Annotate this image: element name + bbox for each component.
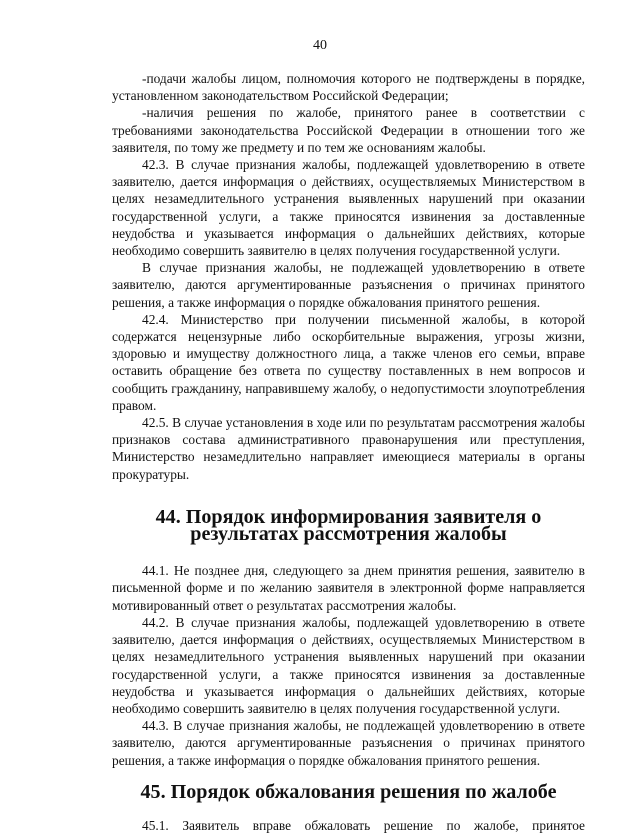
paragraph-44-1: 44.1. Не позднее дня, следующего за днем принятия решения, заявителю в письменной форме и по желанию заявителя в электронной форме направляется мотивированный ответ о результатах рассмотрения жалобы. bbox=[112, 563, 585, 613]
paragraph-42-3: 42.3. В случае признания жалобы, подлежащей удовлетворению в ответе заявителю, дается информация о действиях, осуществляемых Министерством в целях незамедлительного устранения выявленных нарушений при оказании государственной услуги, а также приносятся извинения за доставленные неудобства и указывается информация о дальнейших действиях, которые необходимо совершить заявителю в целях получения государственной услуги. bbox=[112, 157, 585, 259]
page-number: 40 bbox=[313, 38, 327, 53]
paragraph-prior-decision: -наличия решения по жалобе, принятого ранее в соответствии с требованиями законодательства Российской Федерации в отношении того же заявителя, по тому же предмету и по тем же основаниям жалобы. bbox=[112, 105, 585, 155]
paragraph-44-2: 44.2. В случае признания жалобы, подлежащей удовлетворению в ответе заявителю, дается информация о действиях, осуществляемых Министерством в целях незамедлительного устранения выявленных нарушений при оказании государственной услуги, а также приносятся извинения за доставленные неудобства и указывается информация о дальнейших действиях, которые необходимо совершить заявителю в целях получения государственной услуги. bbox=[112, 614, 585, 716]
paragraph-44-3: 44.3. В случае признания жалобы, не подлежащей удовлетворению в ответе заявителю, даются аргументированные разъяснения о причинах принятого решения, а также информация о порядке обжалования принятого решения. bbox=[112, 718, 585, 768]
document-body bbox=[112, 70, 585, 834]
section-heading-45: 45. Порядок обжалования решения по жалобе bbox=[140, 780, 557, 803]
paragraph-45-1: 45.1. Заявитель вправе обжаловать решение по жалобе, принятое bbox=[142, 817, 585, 833]
paragraph-42-3-rejection: В случае признания жалобы, не подлежащей удовлетворению в ответе заявителю, даются аргументированные разъяснения о причинах принятого решения, а также информация о порядке обжалования принятого решения. bbox=[112, 260, 585, 310]
paragraph-42-4: 42.4. Министерство при получении письменной жалобы, в которой содержатся нецензурные либо оскорбительные выражения, угрозы жизни, здоровью и имуществу должностного лица, а также членов его семьи, вправе оставить обращение без ответа по существу поставленных в нем вопросов и сообщить гражданину, направившему жалобу, о недопустимости злоупотребления правом. bbox=[112, 311, 585, 413]
paragraph-42-5: 42.5. В случае установления в ходе или по результатам рассмотрения жалобы признаков состава административного правонарушения или преступления, Министерство незамедлительно направляет имеющиеся материалы в органы прокуратуры. bbox=[112, 415, 585, 482]
section-heading-44: 44. Порядок информирования заявителя о результатах рассмотрения жалобы bbox=[155, 505, 542, 546]
paragraph-no-authority: -подачи жалобы лицом, полномочия которого не подтверждены в порядке, установленном законодательством Российской Федерации; bbox=[112, 71, 585, 104]
